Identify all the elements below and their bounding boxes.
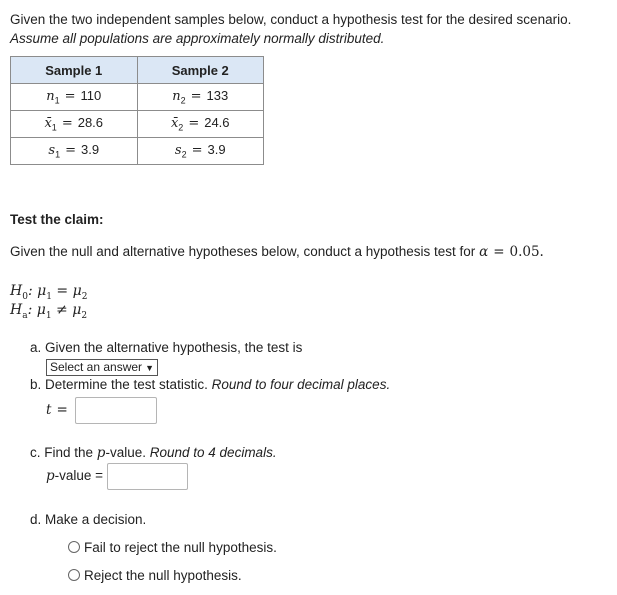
chevron-down-icon: ▼ <box>145 363 154 373</box>
radio-icon[interactable] <box>68 541 80 553</box>
table-row <box>11 84 264 111</box>
xbar2-cell: $x̄_2 = 24.6$ <box>137 111 264 138</box>
n2-cell: $n_2 = 133$ <box>137 84 264 111</box>
alpha-symbol: α <box>479 244 489 260</box>
alpha-value: 0.05. <box>509 244 544 260</box>
radio-icon[interactable] <box>68 569 80 581</box>
part-d-text: d. Make a decision. <box>30 512 147 527</box>
part-a-text: a. Given the alternative hypothesis, the test is <box>30 340 303 355</box>
intro-line-2: Assume all populations are approximately normally distributed. <box>10 31 385 46</box>
table-row <box>11 111 264 138</box>
reject-option[interactable]: Reject the null hypothesis. <box>68 568 242 583</box>
xbar1-cell: $x̄_1 = 28.6$ <box>11 111 138 138</box>
test-type-select[interactable]: Select an answer ▼ <box>46 359 158 376</box>
n1-cell: $n_1 = 110$ <box>11 84 138 111</box>
t-label: t = <box>46 402 68 418</box>
null-hypothesis: $H_0$: $\mu_1 = \mu_2$ <box>10 283 88 302</box>
table-row <box>11 138 264 165</box>
s1-cell: $s_1 = 3.9$ <box>11 138 138 165</box>
part-b-text: b. Determine the test statistic. Round to four decimal places. <box>30 377 391 392</box>
claim-heading: Test the claim: <box>10 212 104 227</box>
s2-cell: $s_2 = 3.9$ <box>137 138 264 165</box>
p-value-input[interactable] <box>107 463 188 490</box>
sample-1-header: Sample 1 <box>11 57 138 84</box>
sample-2-header: Sample 2 <box>137 57 264 84</box>
test-statistic-input[interactable] <box>75 397 157 424</box>
p-value-label: p-value = <box>46 468 104 484</box>
intro-line-1: Given the two independent samples below, conduct a hypothesis test for the desired scenario. <box>10 12 572 27</box>
fail-to-reject-option[interactable]: Fail to reject the null hypothesis. <box>68 540 277 555</box>
part-c-text: c. Find the p-value. Round to 4 decimals. <box>30 445 277 461</box>
problem-intro <box>10 10 571 48</box>
alternative-hypothesis: $H_a$: $\mu_1 \ne \mu_2$ <box>10 302 88 321</box>
given-statement: Given the null and alternative hypotheses below, conduct a hypothesis test for α = 0.05. <box>10 244 544 260</box>
samples-table <box>10 56 264 165</box>
